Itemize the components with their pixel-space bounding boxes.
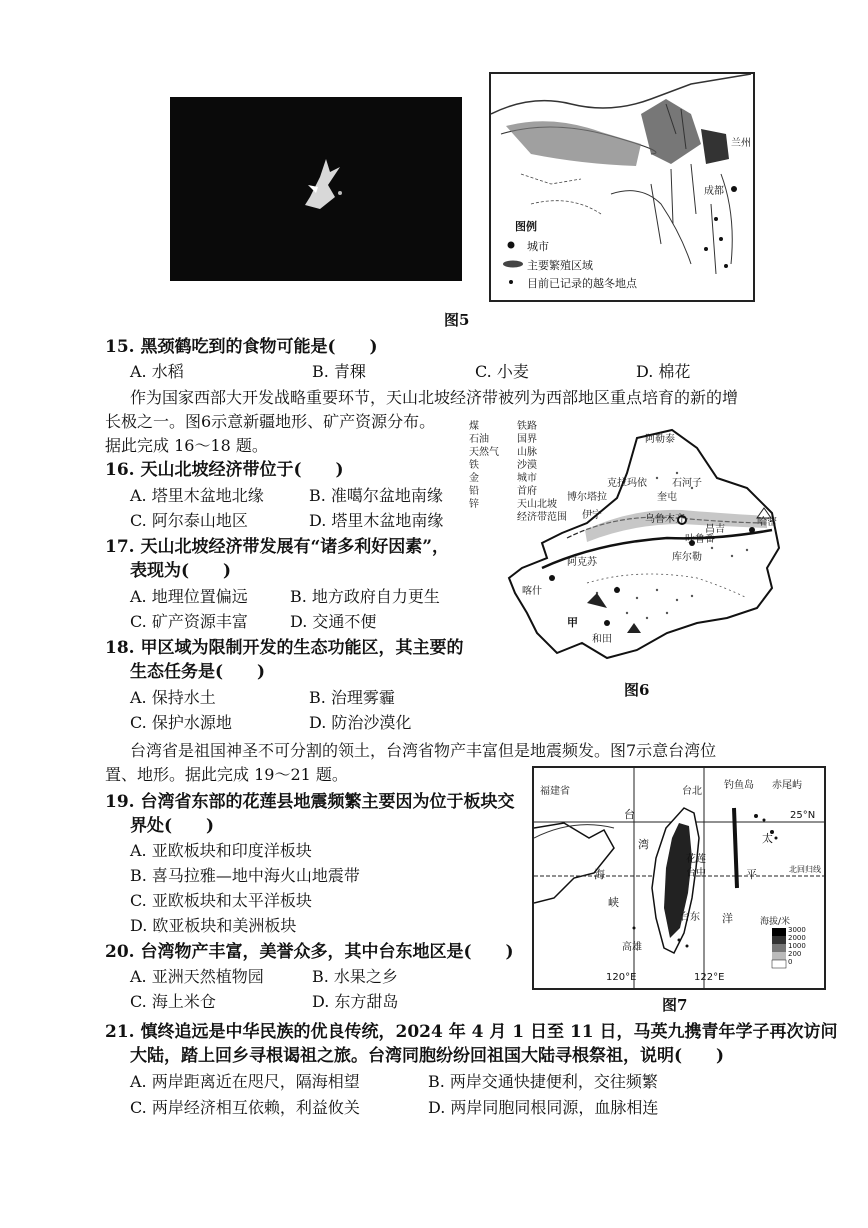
figure5-map	[489, 72, 755, 302]
legend-railway: 铁路	[517, 421, 537, 432]
q19-stem-line2: 界处( )	[130, 816, 215, 836]
elevation-200: 200	[788, 950, 802, 958]
q18-option-c: C. 保护水源地	[130, 713, 232, 732]
q21-option-c: C. 两岸经济相互依赖，利益攸关	[130, 1098, 360, 1117]
legend-coal: 煤	[469, 421, 479, 432]
city-bole: 博尔塔拉	[567, 492, 607, 503]
legend-mountain: 山脉	[517, 447, 537, 458]
elevation-title: 海拔/米	[760, 917, 791, 927]
city-karamay: 克拉玛依	[607, 478, 647, 489]
figure7-map-drawing	[534, 768, 824, 988]
q21-stem-line1: 21. 慎终追远是中华民族的优良传统，2024 年 4 月 1 日至 11 日，马英九携青年学子再次访问	[105, 1022, 838, 1042]
q19-option-c: C. 亚欧板块和太平洋板块	[130, 891, 312, 910]
legend-zinc: 锌	[469, 499, 479, 510]
legend-belt-range: 经济带范围	[517, 512, 567, 523]
q20-option-c: C. 海上米仓	[130, 992, 216, 1011]
q18-option-b: B. 治理雾霾	[309, 688, 395, 707]
strait-char-3: 海	[594, 868, 605, 881]
intro16-line1: 作为国家西部大开发战略重要环节，天山北坡经济带被列为西部地区重点培育的新的增	[130, 388, 739, 407]
label-lon-122e: 122°E	[694, 972, 725, 983]
elevation-1000: 1000	[788, 942, 806, 950]
q21-option-b: B. 两岸交通快捷便利，交往频繁	[428, 1072, 658, 1091]
q17-option-c: C. 矿产资源丰富	[130, 612, 248, 631]
elevation-scale	[788, 926, 806, 966]
intro19-line2: 置、地形。据此完成 19～21 题。	[105, 765, 348, 784]
label-lon-120e: 120°E	[606, 972, 637, 983]
q21-option-d: D. 两岸同胞同根同源，血脉相连	[428, 1098, 659, 1117]
city-changji: 昌吉	[705, 524, 725, 535]
legend-tianshan-belt: 天山北坡	[517, 499, 557, 510]
strait-char-4: 峡	[608, 896, 619, 909]
legend-desert: 沙漠	[517, 460, 537, 471]
city-korla: 库尔勒	[672, 552, 702, 563]
q21-stem-line2: 大陆，踏上回乡寻根谒祖之旅。台湾同胞纷纷回祖国大陆寻根祭祖，说明( )	[130, 1046, 725, 1066]
city-kuitun: 奎屯	[657, 492, 677, 503]
city-yining: 伊宁	[582, 510, 602, 521]
city-urumqi: 乌鲁木齐	[645, 514, 685, 525]
elevation-3000: 3000	[788, 926, 806, 934]
q15-option-c: C. 小麦	[475, 362, 529, 381]
label-hualian: 花莲	[686, 854, 706, 865]
legend-lead: 铅	[469, 486, 479, 497]
figure6-map	[467, 418, 785, 670]
q17-stem-line1: 17. 天山北坡经济带发展有“诸多利好因素”，	[105, 537, 450, 557]
q17-option-d: D. 交通不便	[290, 612, 377, 631]
figure5-caption: 图5	[444, 311, 470, 329]
figure6-map-drawing	[467, 418, 785, 670]
city-kashgar: 喀什	[522, 586, 542, 597]
legend-gold: 金	[469, 473, 479, 484]
strait-char-2: 湾	[638, 838, 649, 851]
q16-stem: 16. 天山北坡经济带位于( )	[105, 460, 344, 480]
q15-option-b: B. 青稞	[312, 362, 366, 381]
q17-stem-line2: 表现为( )	[130, 561, 232, 581]
city-shihezi: 石河子	[672, 478, 702, 489]
label-diaoyu: 钓鱼岛	[724, 780, 754, 791]
strait-char-1: 台	[624, 808, 635, 821]
legend-gas: 天然气	[469, 447, 499, 458]
legend-city: 城市	[527, 240, 549, 253]
label-chiwei: 赤尾屿	[772, 780, 802, 791]
q17-option-a: A. 地理位置偏远	[130, 587, 248, 606]
label-gaoxiong: 高雄	[622, 942, 642, 953]
q20-stem: 20. 台湾物产丰富，美誉众多，其中台东地区是( )	[105, 942, 514, 962]
region-jia: 甲	[567, 616, 578, 629]
city-hami: 哈密	[757, 517, 777, 528]
label-fujian: 福建省	[540, 786, 570, 797]
q16-option-a: A. 塔里木盆地北缘	[130, 486, 264, 505]
q19-option-d: D. 欧亚板块和美洲板块	[130, 916, 297, 935]
elevation-2000: 2000	[788, 934, 806, 942]
q21-option-a: A. 两岸距离近在咫尺，隔海相望	[130, 1072, 360, 1091]
label-lat-25n: 25°N	[790, 810, 816, 821]
crane-silhouette	[170, 97, 462, 281]
intro16-line3: 据此完成 16～18 题。	[105, 436, 268, 455]
q18-stem-line1: 18. 甲区域为限制开发的生态功能区，其主要的	[105, 638, 464, 658]
q17-option-b: B. 地方政府自力更生	[290, 587, 440, 606]
legend-breeding: 主要繁殖区域	[527, 259, 593, 272]
label-tropic: 北回归线	[789, 865, 821, 874]
black-necked-crane-photo	[170, 97, 462, 281]
q20-option-d: D. 东方甜岛	[312, 992, 399, 1011]
q20-option-a: A. 亚洲天然植物园	[130, 967, 264, 986]
figure6-legend-minerals	[469, 420, 499, 511]
city-turpan: 吐鲁番	[685, 534, 715, 545]
q18-option-d: D. 防治沙漠化	[309, 713, 412, 732]
q16-option-c: C. 阿尔泰山地区	[130, 511, 248, 530]
q15-option-d: D. 棉花	[636, 362, 691, 381]
figure7-map	[532, 766, 826, 990]
legend-border: 国界	[517, 434, 537, 445]
pacific-char-2: 平	[746, 868, 757, 881]
pacific-char-1: 太	[762, 832, 773, 845]
legend-winter: 目前已记录的越冬地点	[527, 277, 637, 290]
figure6-legend-symbols	[517, 420, 567, 524]
elevation-0: 0	[788, 958, 793, 966]
legend-capital: 首府	[517, 486, 537, 497]
label-lanzhou: 兰州	[731, 138, 751, 149]
legend-iron: 铁	[469, 460, 479, 471]
q15-option-a: A. 水稻	[130, 362, 184, 381]
label-chengdu: 成都	[704, 186, 724, 197]
intro16-line2: 长极之一。图6示意新疆地形、矿产资源分布。	[105, 412, 436, 431]
q19-stem-line1: 19. 台湾省东部的花莲县地震频繁主要因为位于板块交	[105, 792, 515, 812]
q19-option-a: A. 亚欧板块和印度洋板块	[130, 841, 312, 860]
legend-title: 图例	[515, 220, 537, 233]
intro19-line1: 台湾省是祖国神圣不可分割的领土，台湾省物产丰富但是地震频发。图7示意台湾位	[130, 741, 717, 760]
city-altay: 阿勒泰	[645, 434, 675, 445]
pacific-char-3: 洋	[722, 912, 733, 925]
legend-city: 城市	[517, 473, 537, 484]
label-taidong: 台东	[680, 912, 700, 923]
q15-stem: 15. 黑颈鹤吃到的食物可能是( )	[105, 337, 378, 357]
q18-option-a: A. 保持水土	[130, 688, 216, 707]
legend-oil: 石油	[469, 434, 489, 445]
q16-option-d: D. 塔里木盆地南缘	[309, 511, 444, 530]
q16-option-b: B. 准噶尔盆地南缘	[309, 486, 443, 505]
figure7-caption: 图7	[662, 996, 688, 1014]
city-aksu: 阿克苏	[567, 557, 597, 568]
label-taibei: 台北	[682, 786, 702, 797]
figure6-caption: 图6	[624, 681, 650, 699]
q20-option-b: B. 水果之乡	[312, 967, 398, 986]
label-taizhong: 台中	[686, 868, 706, 879]
city-hotan: 和田	[592, 634, 612, 645]
q19-option-b: B. 喜马拉雅—地中海火山地震带	[130, 866, 360, 885]
q18-stem-line2: 生态任务是( )	[130, 662, 266, 682]
